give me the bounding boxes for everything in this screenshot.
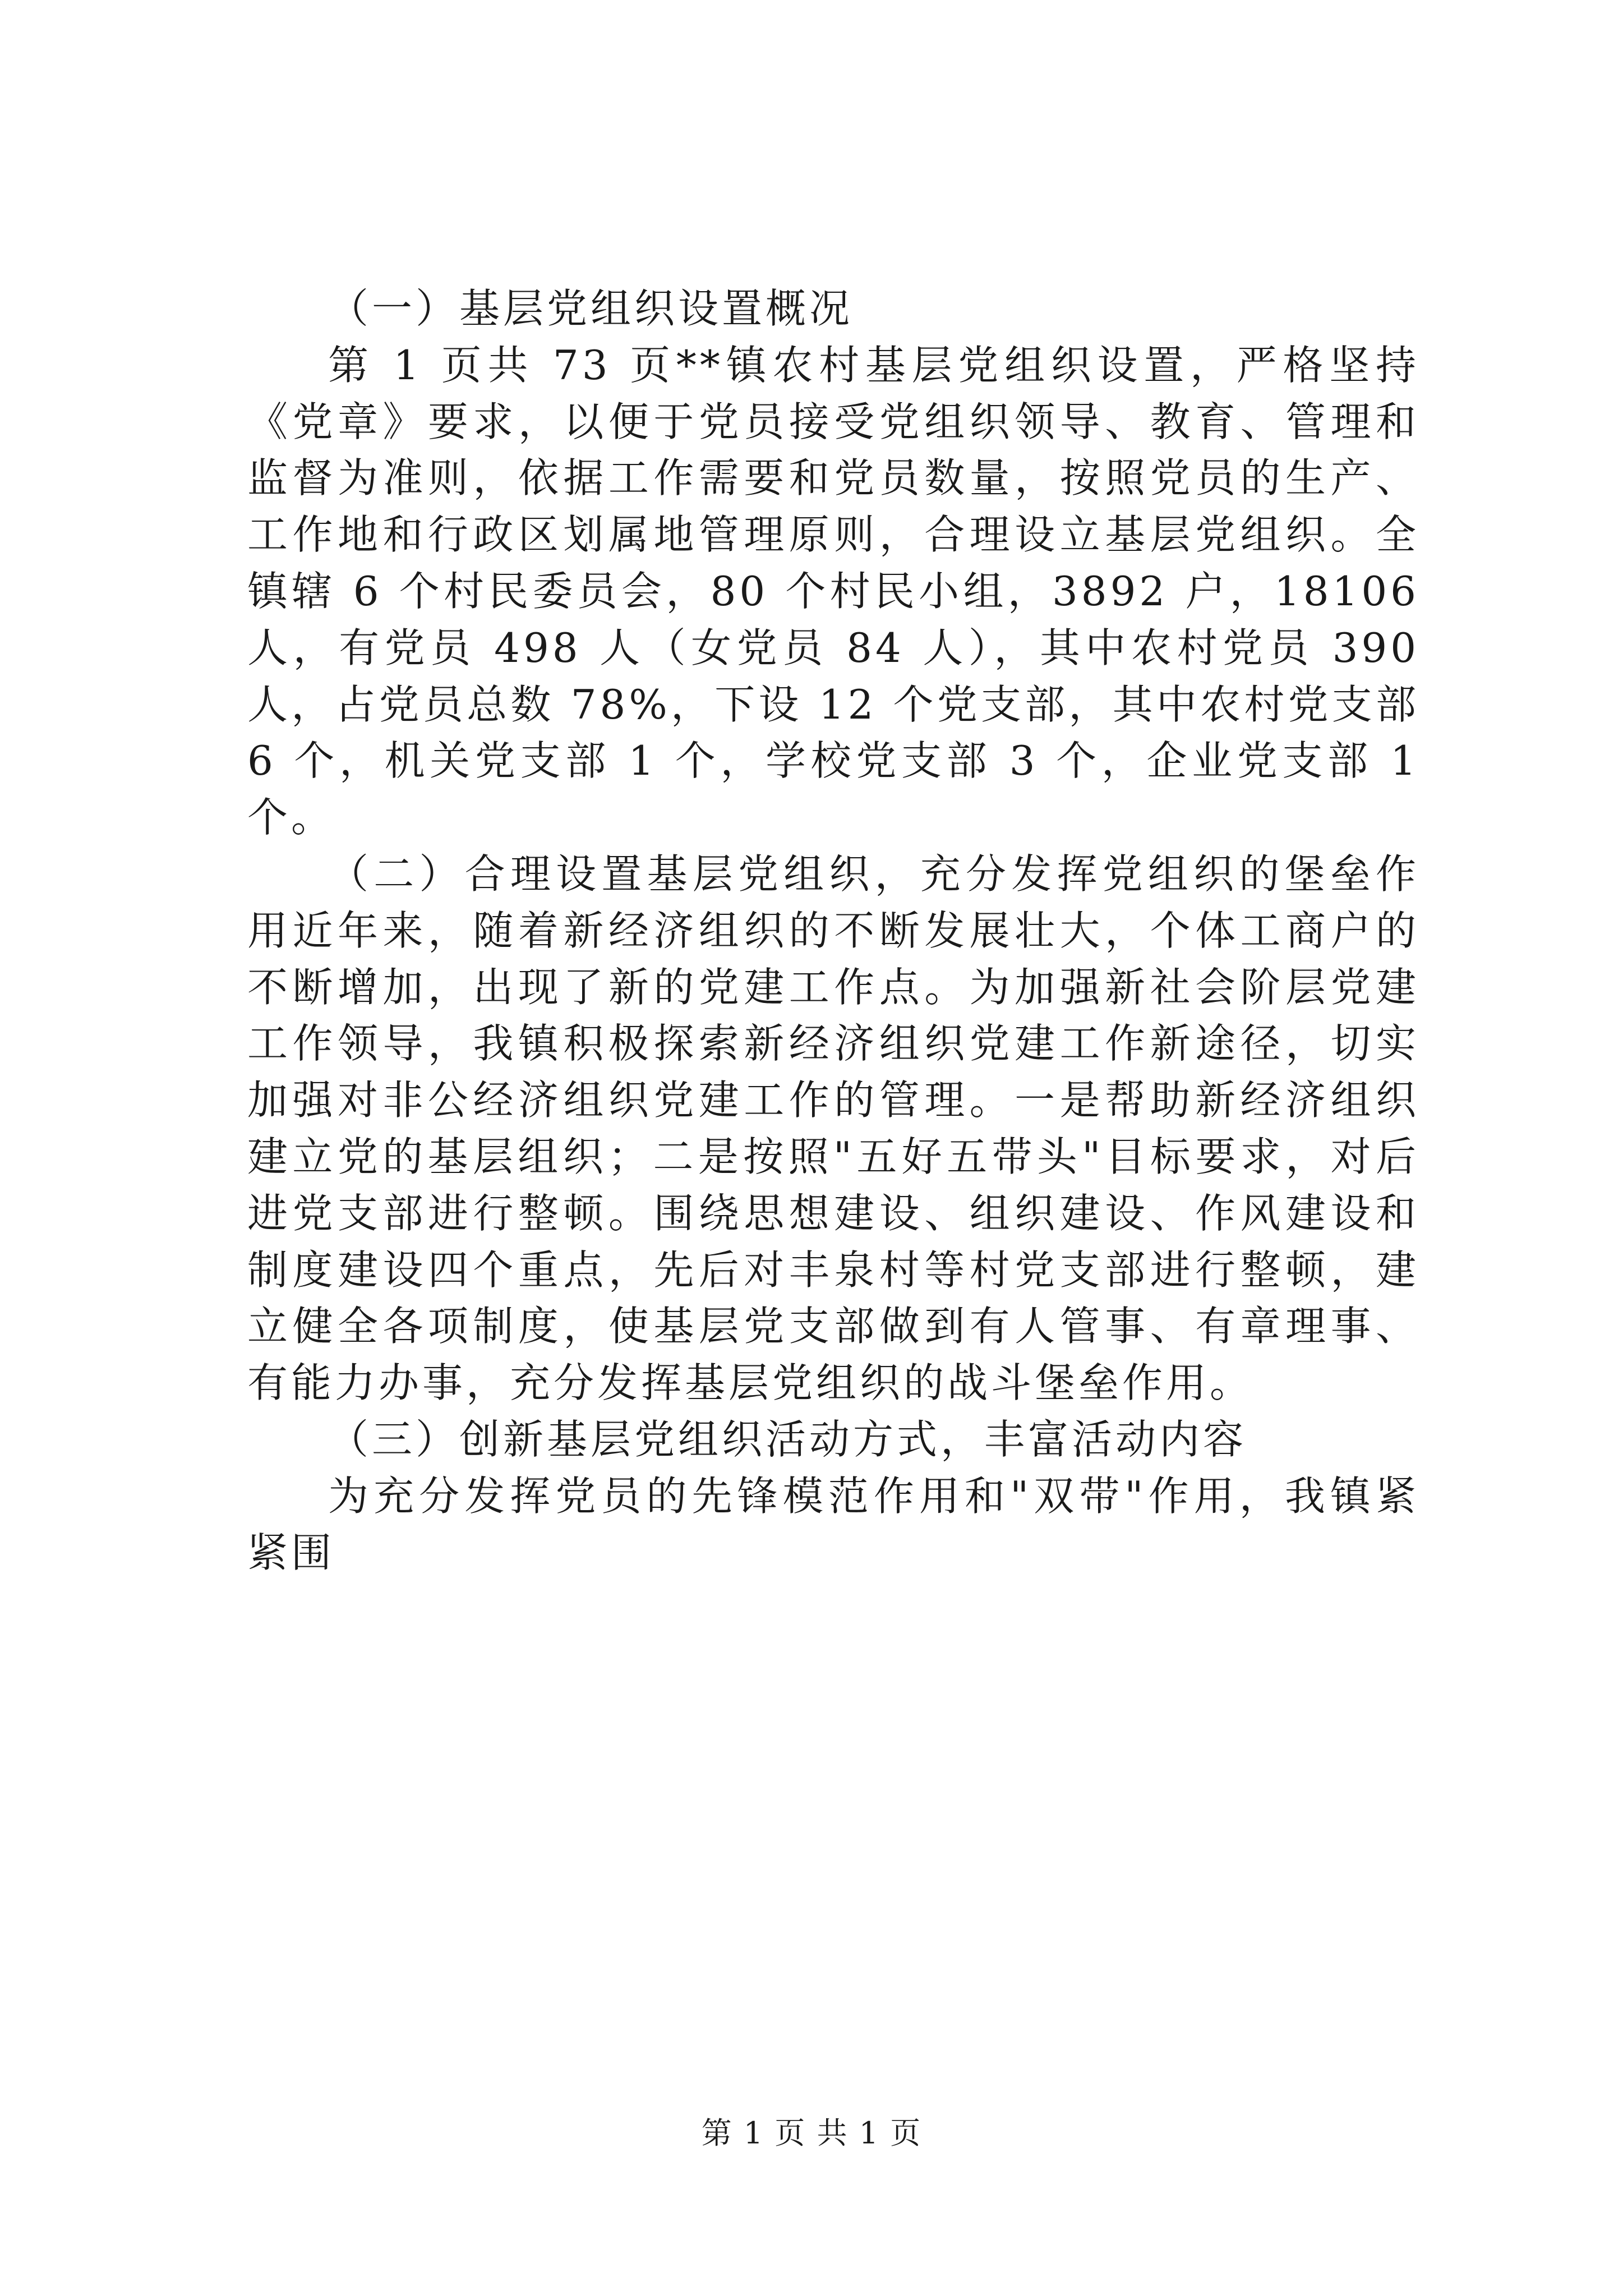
document-body — [247, 280, 1419, 1581]
section-1-paragraph: 第 1 页共 73 页**镇农村基层党组织设置，严格坚持《党章》要求，以便于党员接受党组织领导、教育、管理和监督为准则，依据工作需要和党员数量，按照党员的生产、工作地和行政区划属地管理原则，合理设立基层党组织。全镇辖 6 个村民委员会，80 个村民小组，3892 户，18106 人，有党员 498 人（女党员 84 人），其中农村党员 390 人，占党员总数 78%，下设 12 个党支部，其中农村党支部 6 个，机关党支部 1 个，学校党支部 3 个，企业党支部 1 个。 — [247, 341, 1419, 841]
page-footer: 第 1 页 共 1 页 — [701, 2115, 922, 2151]
section-3-paragraph: 为充分发挥党员的先锋模范作用和"双带"作用，我镇紧紧围 — [247, 1472, 1419, 1576]
section-1-heading: （一）基层党组织设置概况 — [328, 285, 854, 332]
section-2-paragraph: （二）合理设置基层党组织，充分发挥党组织的堡垒作用近年来，随着新经济组织的不断发展壮大，个体工商户的不断增加，出现了新的党建工作点。为加强新社会阶层党建工作领导，我镇积极探索新经济组织党建工作新途径，切实加强对非公经济组织党建工作的管理。一是帮助新经济组织建立党的基层组织；二是按照"五好五带头"目标要求，对后进党支部进行整顿。围绕思想建设、组织建设、作风建设和制度建设四个重点，先后对丰泉村等村党支部进行整顿，建立健全各项制度，使基层党支部做到有人管事、有章理事、有能力办事，充分发挥基层党组织的战斗堡垒作用。 — [247, 850, 1419, 1407]
section-3-heading: （三）创新基层党组织活动方式，丰富活动内容 — [328, 1415, 1247, 1463]
